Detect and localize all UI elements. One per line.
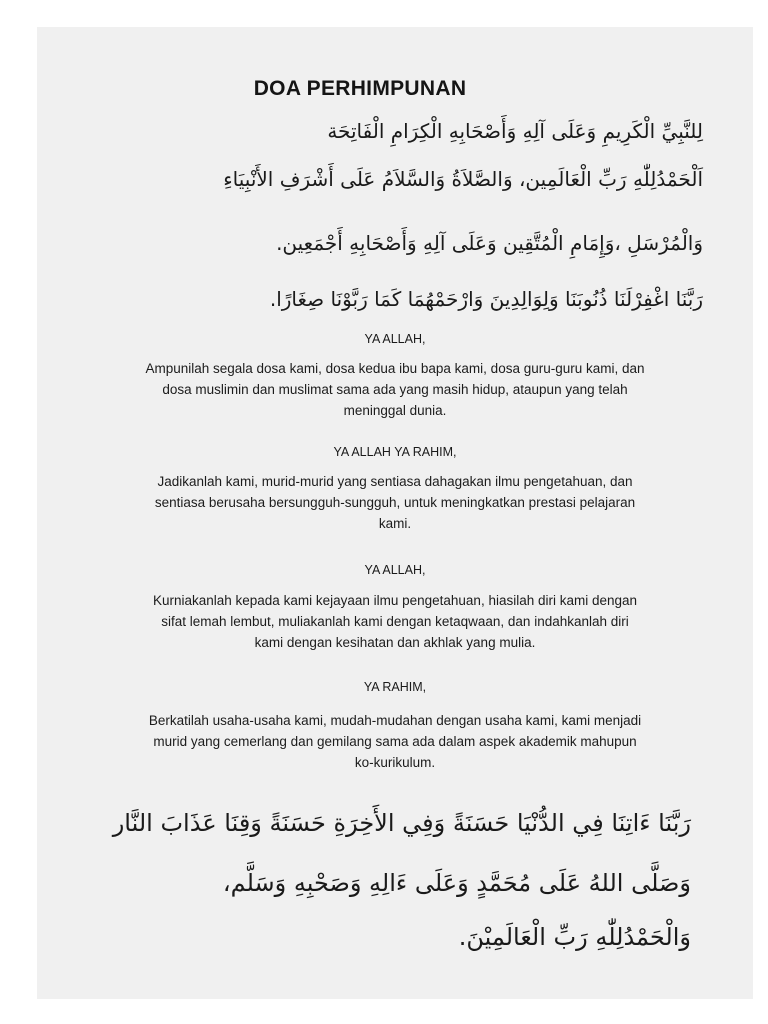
paragraph-line: Jadikanlah kami, murid-murid yang sentiasa dahagakan ilmu pengetahuan, dan — [157, 474, 633, 489]
paragraph-line: dosa muslimin dan muslimat sama ada yang masih hidup, ataupun yang telah — [162, 382, 628, 397]
arabic-opening-line-1: لِلنَّبِيِّ الْكَرِيمِ وَعَلَى آلِهِ وَأَصْحَابِهِ الْكِرَامِ الْفَاتِحَة — [327, 119, 703, 143]
document-page — [37, 27, 753, 999]
arabic-opening-line-4: رَبَّنَا اغْفِرْلَنَا ذُنُوبَنَا وَلِوَالِدِينَ وَارْحَمْهُمَا كَمَا رَبَّوْنَا صِغَارًا. — [269, 287, 703, 311]
arabic-opening-line-2: اَلْحَمْدُلِلّٰهِ رَبِّ الْعَالَمِين، وَالصَّلاَةُ وَالسَّلاَمُ عَلَى أَشْرَفِ الأَنْبِيَاءِ — [223, 167, 703, 191]
section-paragraph-2 — [71, 471, 719, 534]
document-title: DOA PERHIMPUNAN — [253, 77, 467, 100]
section-paragraph-1 — [71, 358, 719, 421]
arabic-closing-line-2: وَصَلَّى اللهُ عَلَى مُحَمَّدٍ وَعَلَى ءَالِهِ وَصَحْبِهِ وَسَلَّم، — [222, 869, 691, 897]
arabic-closing-line-1: رَبَّنَا ءَاتِنَا فِي الدُّنْيَا حَسَنَةً وَفِي الأَخِرَةِ حَسَنَةً وَقِنَا عَذَابَ النَّار — [112, 809, 691, 837]
paragraph-line: meninggal dunia. — [343, 403, 447, 418]
paragraph-line: murid yang cemerlang dan gemilang sama ada dalam aspek akademik mahupun — [153, 734, 637, 749]
paragraph-line: Berkatilah usaha-usaha kami, mudah-mudahan dengan usaha kami, kami menjadi — [148, 713, 642, 728]
section-heading-1: YA ALLAH, — [364, 332, 426, 346]
paragraph-line: kami dengan kesihatan dan akhlak yang mulia. — [254, 635, 536, 650]
arabic-opening-line-3: وَالْمُرْسَلِ ،وَإِمَامِ الْمُتَّقِين وَعَلَى آلِهِ وَأَصْحَابِهِ أَجْمَعِين. — [276, 231, 703, 255]
paragraph-line: Ampunilah segala dosa kami, dosa kedua ibu bapa kami, dosa guru-guru kami, dan — [145, 361, 645, 376]
paragraph-line: sentiasa berusaha bersungguh-sungguh, untuk meningkatkan prestasi pelajaran — [154, 495, 636, 510]
section-heading-2: YA ALLAH YA RAHIM, — [333, 445, 457, 459]
paragraph-line: ko-kurikulum. — [354, 755, 436, 770]
paragraph-line: kami. — [378, 516, 412, 531]
section-heading-3: YA ALLAH, — [364, 563, 426, 577]
section-heading-4: YA RAHIM, — [363, 680, 427, 694]
arabic-closing-line-3: وَالْحَمْدُلِلّٰهِ رَبِّ الْعَالَمِيْنَ. — [458, 923, 691, 951]
paragraph-line: Kurniakanlah kepada kami kejayaan ilmu pengetahuan, hiasilah diri kami dengan — [152, 593, 638, 608]
section-paragraph-3 — [71, 590, 719, 653]
section-paragraph-4 — [71, 710, 719, 773]
paragraph-line: sifat lemah lembut, muliakanlah kami dengan ketaqwaan, dan indahkanlah diri — [161, 614, 629, 629]
